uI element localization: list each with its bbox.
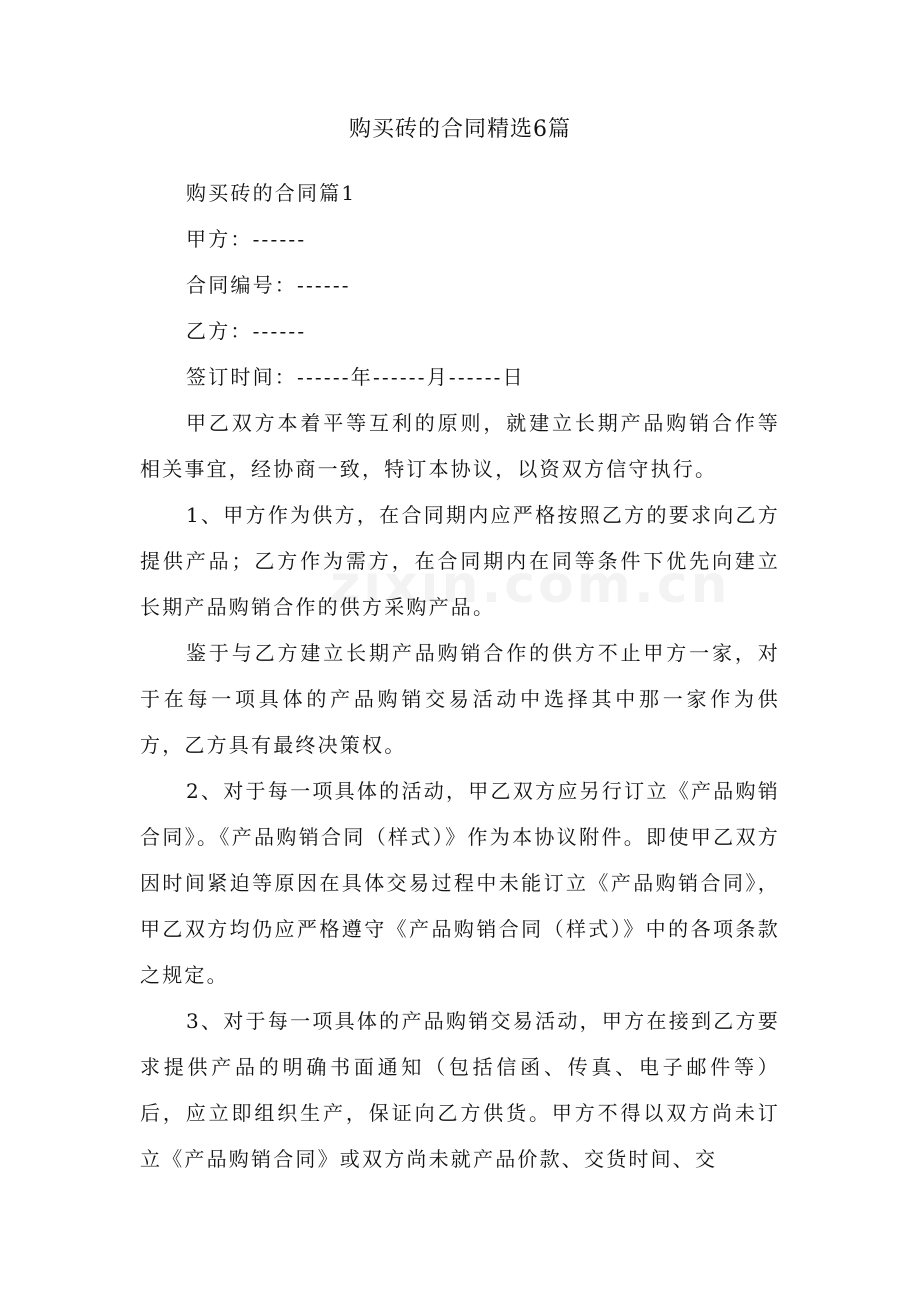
document-body [140,170,780,1182]
section-heading: 购买砖的合同篇1 [186,181,357,205]
paragraph-intro: 甲乙双方本着平等互利的原则，就建立长期产品购销合作等相关事宜，经协商一致，特订本协议，以资双方信守执行。 [140,411,780,481]
contract-number-field: 合同编号：------ [186,273,351,297]
document-title: 购买砖的合同精选6篇 [349,117,571,142]
paragraph-clause-1: 1、甲方作为供方，在合同期内应严格按照乙方的要求向乙方提供产品；乙方作为需方，在合同期内在同等条件下优先向建立长期产品购销合作的供方采购产品。 [140,503,780,619]
paragraph-clause-1-note: 鉴于与乙方建立长期产品购销合作的供方不止甲方一家，对于在每一项具体的产品购销交易活动中选择其中那一家作为供方，乙方具有最终决策权。 [140,641,780,757]
party-a-field: 甲方：------ [186,227,307,251]
paragraph-clause-2: 2、对于每一项具体的活动，甲乙双方应另行订立《产品购销合同》。《产品购销合同（样式）》作为本协议附件。即使甲乙双方因时间紧迫等原因在具体交易过程中未能订立《产品购销合同》，甲乙双方均仍应严格遵守《产品购销合同（样式）》中的各项条款之规定。 [140,779,780,987]
signing-date-field: 签订时间：------年------月------日 [186,365,525,389]
party-b-field: 乙方：------ [186,319,307,343]
paragraph-clause-3: 3、对于每一项具体的产品购销交易活动，甲方在接到乙方要求提供产品的明确书面通知（包括信函、传真、电子邮件等）后，应立即组织生产，保证向乙方供货。甲方不得以双方尚未订立《产品购销合同》或双方尚未就产品价款、交货时间、交 [140,1009,780,1171]
